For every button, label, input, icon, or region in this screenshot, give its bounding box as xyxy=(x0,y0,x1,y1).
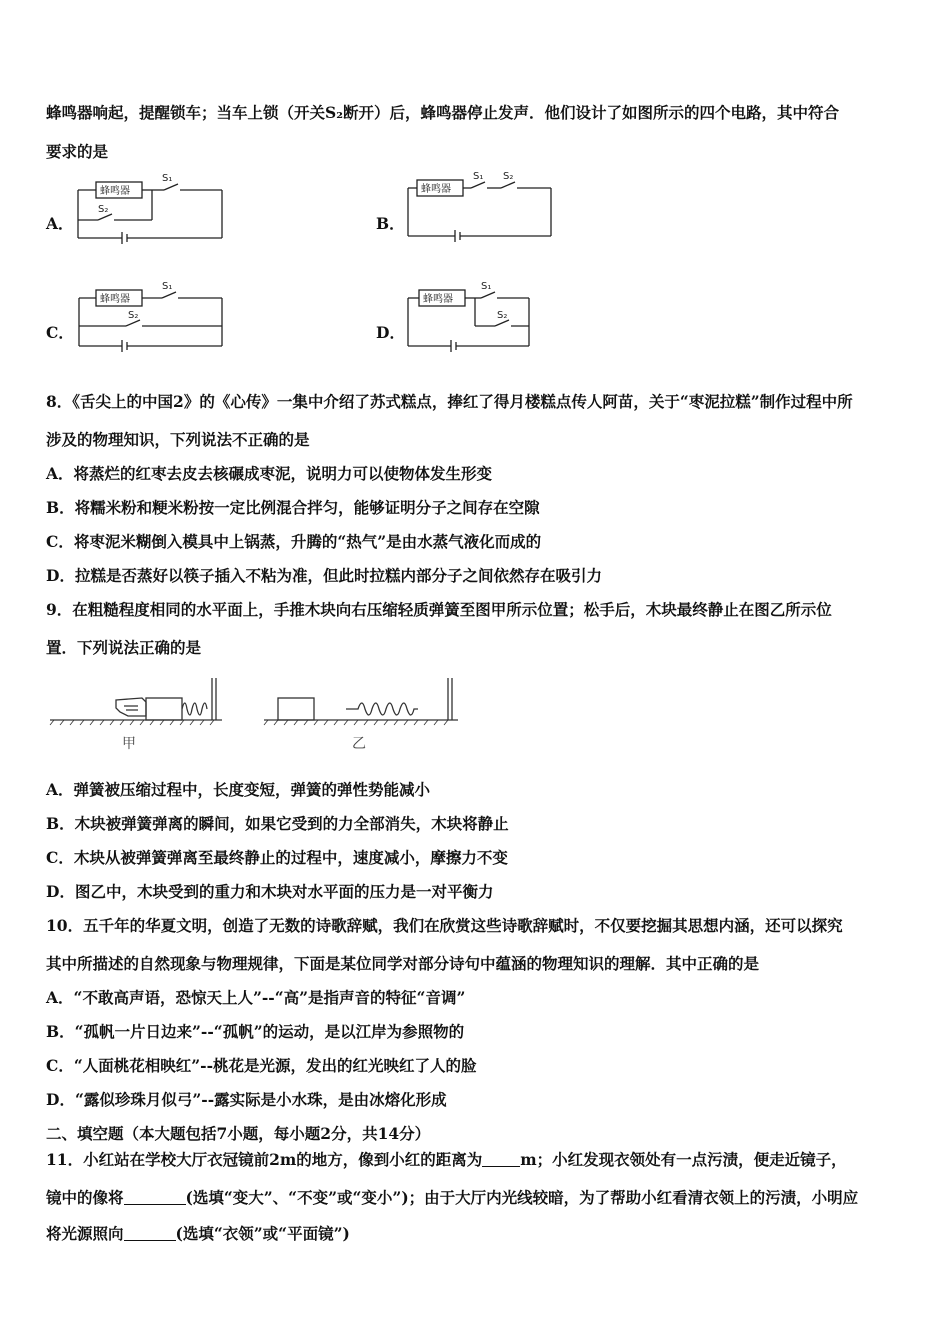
buzzer-label: 蜂鸣器 xyxy=(423,294,453,305)
switch-s2-icon xyxy=(501,182,515,188)
q7-stem-line1: 蜂鸣器响起，提醒锁车；当车上锁（开关S₂断开）后，蜂鸣器停止发声．他们设计了如图所示的四个电路，其中符合 xyxy=(46,103,839,122)
figure-label-yi: 乙 xyxy=(352,736,366,752)
switch-s1-label: S₁ xyxy=(481,281,492,292)
q9-option-a: A．弹簧被压缩过程中，长度变短，弹簧的弹性势能减小 xyxy=(46,780,431,799)
q11-line2-text-b: (选填“变大”、“不变”或“变小”)；由于大厅内光线较暗，为了帮助小红看清衣领上的污渍，小明应 xyxy=(185,1188,859,1207)
q8-option-c: C．将枣泥米糊倒入模具中上锅蒸，升腾的“热气”是由水蒸气液化而成的 xyxy=(46,532,542,551)
switch-s2-label: S₂ xyxy=(98,204,109,215)
spring-icon xyxy=(182,703,207,715)
circuit-c-diagram xyxy=(76,280,226,356)
switch-s2-label: S₂ xyxy=(128,310,139,321)
q11-line1 xyxy=(46,1148,847,1170)
buzzer-label: 蜂鸣器 xyxy=(100,294,130,305)
section2-title: 二、填空题（本大题包括7小题，每小题2分，共14分） xyxy=(46,1124,431,1143)
wood-block-icon xyxy=(278,698,314,720)
q8-option-b: B．将糯米粉和粳米粉按一定比例混合拌匀，能够证明分子之间存在空隙 xyxy=(46,498,540,517)
circuit-a-diagram xyxy=(76,170,226,246)
buzzer-label: 蜂鸣器 xyxy=(421,184,451,195)
q11-line3 xyxy=(46,1222,350,1244)
q9-option-c: C．木块从被弹簧弹离至最终静止的过程中，速度减小，摩擦力不变 xyxy=(46,848,508,867)
switch-s1-icon xyxy=(471,182,485,188)
q7-option-a-label: A． xyxy=(46,214,74,233)
wood-block-icon xyxy=(146,698,182,720)
q9-option-d: D．图乙中，木块受到的重力和木块对水平面的压力是一对平衡力 xyxy=(46,882,494,901)
q8-option-a: A．将蒸烂的红枣去皮去核碾成枣泥，说明力可以使物体发生形变 xyxy=(46,464,493,483)
q11-blank-3[interactable] xyxy=(124,1225,176,1242)
q7-option-b-label: B． xyxy=(376,214,405,233)
q10-stem-line2: 其中所描述的自然现象与物理规律，下面是某位同学对部分诗句中蕴涵的物理知识的理解．其中正确的是 xyxy=(46,954,760,973)
circuit-d-diagram xyxy=(405,280,555,356)
switch-s1-icon xyxy=(162,292,176,298)
q10-option-b: B．“孤帆一片日边来”--“孤帆”的运动，是以江岸为参照物的 xyxy=(46,1022,465,1041)
switch-s1-icon xyxy=(164,184,178,190)
switch-s2-label: S₂ xyxy=(497,310,508,321)
spring-icon xyxy=(346,703,418,715)
switch-s2-label: S₂ xyxy=(503,171,514,182)
q11-line3-text-a: 将光源照向 xyxy=(46,1224,124,1243)
q11-line1-text-a: 11．小红站在学校大厅衣冠镜前2m的地方，像到小红的距离为 xyxy=(46,1150,483,1169)
q11-blank-2[interactable] xyxy=(124,1189,186,1206)
spring-block-figure xyxy=(46,672,466,754)
q7-option-c-label: C． xyxy=(46,323,74,342)
q7-option-d-label: D． xyxy=(376,323,405,342)
q10-option-a: A．“不敢高声语，恐惊天上人”--“高”是指声音的特征“音调” xyxy=(46,988,466,1007)
ground-hatch-icon xyxy=(50,720,214,725)
q8-stem-line1: 8．《舌尖上的中国2》的《心传》一集中介绍了苏式糕点，捧红了得月楼糕点传人阿苗，关于“枣泥拉糕”制作过程中所 xyxy=(46,392,853,411)
q11-line2-text-a: 镜中的像将 xyxy=(46,1188,124,1207)
q10-option-c: C．“人面桃花相映红”--桃花是光源，发出的红光映红了人的脸 xyxy=(46,1056,477,1075)
q8-stem-line2: 涉及的物理知识，下列说法不正确的是 xyxy=(46,430,310,449)
q10-stem-line1: 10．五千年的华夏文明，创造了无数的诗歌辞赋，我们在欣赏这些诗歌辞赋时，不仅要挖掘其思想内涵，还可以探究 xyxy=(46,916,843,935)
switch-s1-label: S₁ xyxy=(162,173,173,184)
q11-line2 xyxy=(46,1186,858,1208)
q10-option-d: D．“露似珍珠月似弓”--露实际是小水珠，是由冰熔化形成 xyxy=(46,1090,447,1109)
hand-icon xyxy=(116,698,146,716)
q9-option-b: B．木块被弹簧弹离的瞬间，如果它受到的力全部消失，木块将静止 xyxy=(46,814,509,833)
figure-label-jia: 甲 xyxy=(122,736,136,752)
q11-line3-text-b: (选填“衣领”或“平面镜”) xyxy=(175,1224,350,1243)
q11-blank-1[interactable] xyxy=(482,1151,520,1168)
q8-option-d: D．拉糕是否蒸好以筷子插入不粘为准，但此时拉糕内部分子之间依然存在吸引力 xyxy=(46,566,602,585)
buzzer-label: 蜂鸣器 xyxy=(100,186,130,197)
circuit-b-diagram xyxy=(405,170,555,246)
q11-line1-text-b: m；小红发现衣领处有一点污渍，便走近镜子， xyxy=(520,1150,847,1169)
switch-s1-label: S₁ xyxy=(162,281,173,292)
q9-stem-line1: 9．在粗糙程度相同的水平面上，手推木块向右压缩轻质弹簧至图甲所示位置；松手后，木块最终静止在图乙所示位 xyxy=(46,600,832,619)
switch-s1-label: S₁ xyxy=(473,171,484,182)
switch-s1-icon xyxy=(481,292,495,298)
q9-stem-line2: 置．下列说法正确的是 xyxy=(46,638,202,657)
q7-stem-line2: 要求的是 xyxy=(46,142,109,161)
